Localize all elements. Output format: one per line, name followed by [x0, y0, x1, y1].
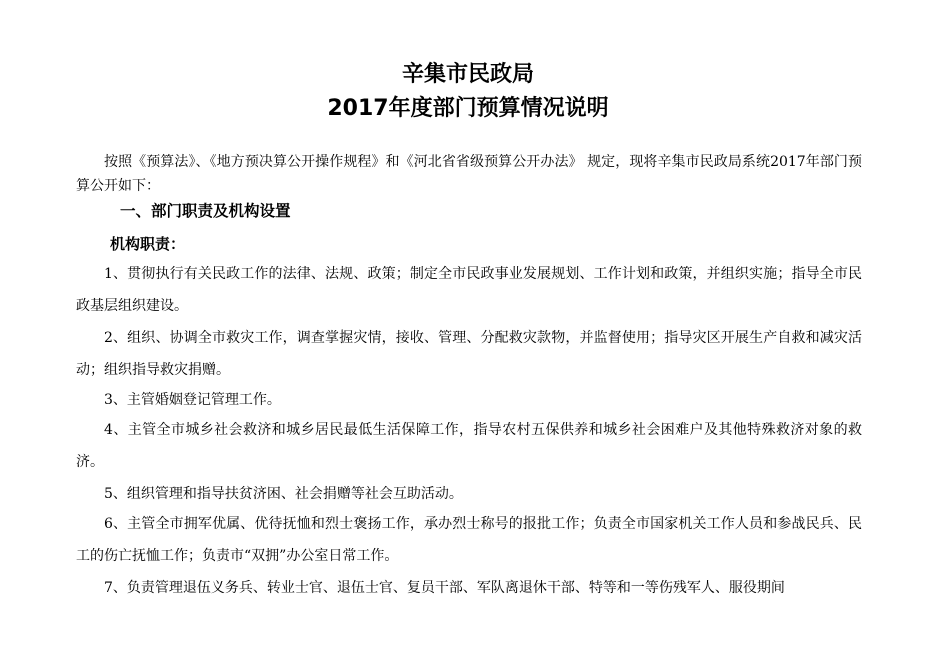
intro-paragraph: 按照《预算法》、《地方预决算公开操作规程》和《河北省省级预算公开办法》 规定，现将辛集市民政局系统2017年部门预算公开如下：	[76, 154, 862, 194]
duty-item-2: 2、组织、协调全市救灾工作，调查掌握灾情，接收、管理、分配救灾款物，并监督使用；指导灾区开展生产自救和减灾活动；组织指导救灾捐赠。	[76, 330, 862, 378]
duty-item-3: 3、主管婚姻登记管理工作。	[104, 392, 281, 408]
duties-heading: 机构职责：	[110, 235, 186, 253]
duty-item-1: 1、贯彻执行有关民政工作的法律、法规、政策；制定全市民政事业发展规划、工作计划和政策，并组织实施；指导全市民政基层组织建设。	[76, 266, 862, 314]
duty-item-4: 4、主管全市城乡社会救济和城乡居民最低生活保障工作，指导农村五保供养和城乡社会困难户及其他特殊救济对象的救济。	[76, 422, 862, 470]
document-title-line2: 2017年度部门预算情况说明	[327, 96, 609, 121]
duty-item-6: 6、主管全市拥军优属、优待抚恤和烈士褒扬工作，承办烈士称号的报批工作；负责全市国家机关工作人员和参战民兵、民工的伤亡抚恤工作；负责市“双拥”办公室日常工作。	[76, 516, 862, 564]
section-heading: 一、部门职责及机构设置	[120, 202, 291, 220]
duty-item-5: 5、组织管理和指导扶贫济困、社会捐赠等社会互助活动。	[104, 486, 463, 502]
document-title-line1: 辛集市民政局	[401, 62, 534, 87]
duty-item-7: 7、负责管理退伍义务兵、转业士官、退伍士官、复员干部、军队离退休干部、特等和一等伤残军人、服役期间	[104, 580, 785, 596]
